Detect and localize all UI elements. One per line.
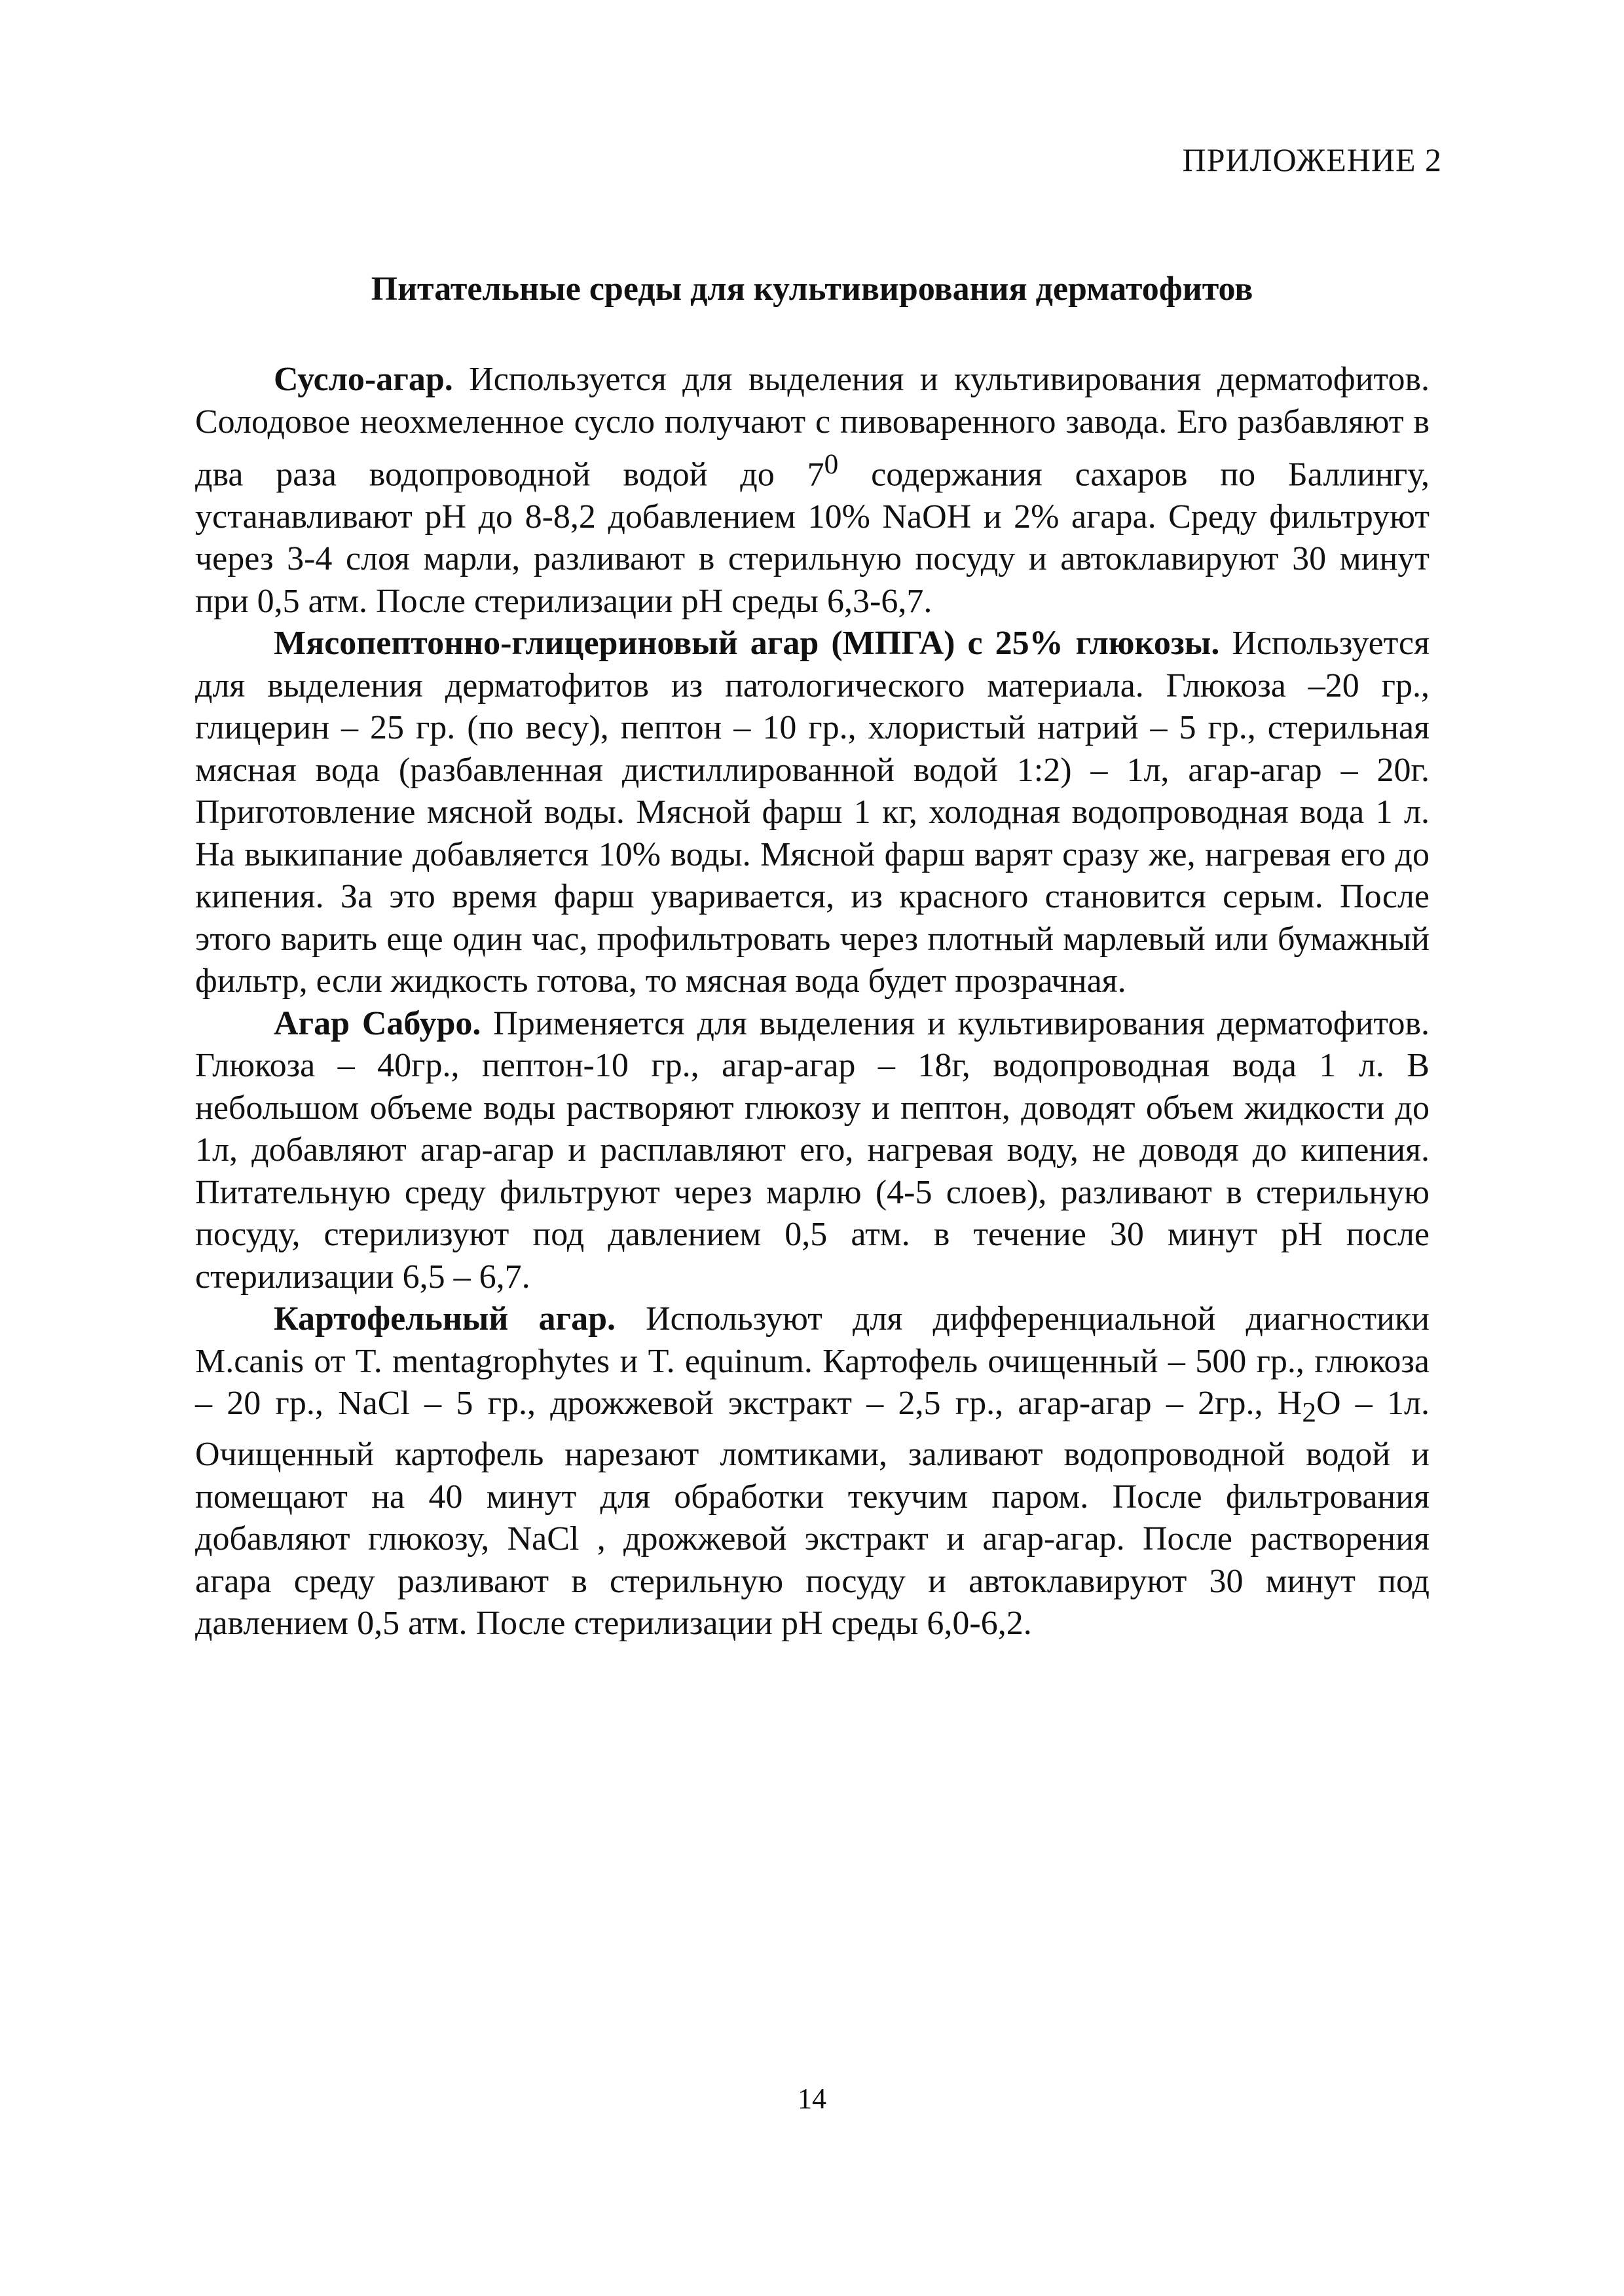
paragraph-text: Используется для выделения дерматофитов из патологического материала. Глюкоза –20 гр., глицерин – 25 гр. (по весу), пептон – 10 гр., хлористый натрий – 5 гр., стерильная мясная вода (разбавленная дистиллированной водой 1:2) – 1л, агар-агар – 20г. Приготовление мясной воды. Мясной фарш 1 кг, холодная водопроводная вода 1 л. На выкипание добавляется 10% воды. Мясной фарш варят сразу же, нагревая его до кипения. За это время фарш уваривается, из красного становится серым. После этого варить еще один час, профильтровать через плотный марлевый или бумажный фильтр, если жидкость готова, то мясная вода будет прозрачная. xyxy=(195,625,1430,1000)
subscript-two: 2 xyxy=(1302,1396,1316,1429)
paragraph-sabouraud-agar xyxy=(195,1003,1430,1299)
paragraph-heading: Сусло-агар. xyxy=(274,361,453,398)
appendix-label: ПРИЛОЖЕНИЕ 2 xyxy=(1182,141,1442,178)
paragraph-text-continued: O – 1л. Очищенный картофель нарезают ломтиками, заливают водопроводной водой и помещают на 40 минут для обработки текучим паром. После фильтрования добавляют глюкозу, NaCl , дрожжевой экстракт и агар-агар. После растворения агара среду разливают в стерильную посуду и автоклавируют 30 минут под давлением 0,5 атм. После стерилизации рН среды 6,0-6,2. xyxy=(195,1385,1430,1643)
paragraph-mpga xyxy=(195,623,1430,1003)
paragraph-heading: Агар Сабуро. xyxy=(274,1004,481,1042)
page-number: 14 xyxy=(798,2083,826,2115)
superscript-degree: 0 xyxy=(824,448,839,480)
document-title: Питательные среды для культивирования дерматофитов xyxy=(371,270,1253,308)
paragraph-text: Используют для дифференциальной диагностики M.canis от T. mentagrophytes и T. equinum. Картофель очищенный – 500 гр., глюкоза – 20 гр., NaCl – 5 гр., дрожжевой экстракт – 2,5 гр., агар-агар – 2гр., H xyxy=(195,1300,1430,1423)
paragraph-text-continued: содержания сахаров по Баллингу, устанавливают рН до 8-8,2 добавлением 10% NaOH и 2% агара. Среду фильтруют через 3-4 слоя марли, разливают в стерильную посуду и автоклавируют 30 минут при 0,5 атм. После стерилизации рН среды 6,3-6,7. xyxy=(195,456,1430,620)
paragraph-text: Применяется для выделения и культивирования дерматофитов. Глюкоза – 40гр., пептон-10 гр., агар-агар – 18г, водопроводная вода 1 л. В небольшом объеме воды растворяют глюкозу и пептон, доводят объем жидкости до 1л, добавляют агар-агар и расплавляют его, нагревая воду, не доводя до кипения. Питательную среду фильтруют через марлю (4-5 слоев), разливают в стерильную посуду, стерилизуют под давлением 0,5 атм. в течение 30 минут рН после стерилизации 6,5 – 6,7. xyxy=(195,1004,1430,1296)
paragraph-wort-agar xyxy=(195,359,1430,623)
document-body xyxy=(195,359,1430,1645)
paragraph-heading: Мясопептонно-глицериновый агар (МПГА) с 25% глюкозы. xyxy=(274,625,1220,663)
paragraph-heading: Картофельный агар. xyxy=(274,1300,616,1338)
paragraph-text: Используется для выделения и культивирования дерматофитов. Солодовое неохмеленное сусло получают с пивоваренного завода. Его разбавляют в два раза водопроводной водой до 7 xyxy=(195,361,1430,494)
paragraph-potato-agar xyxy=(195,1298,1430,1645)
